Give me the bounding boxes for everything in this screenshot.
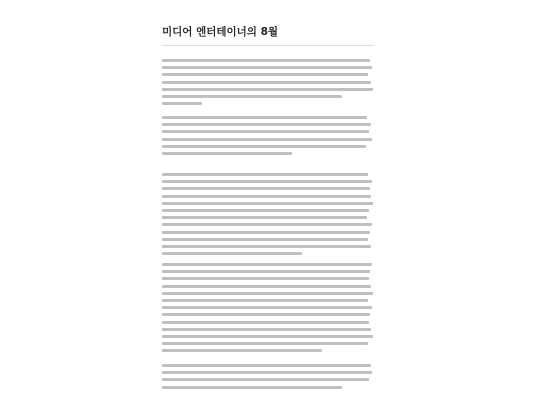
paragraph-4 [162, 263, 374, 361]
text-line [162, 335, 373, 338]
text-line [162, 349, 322, 352]
text-line [162, 216, 367, 219]
paragraph-5 [162, 364, 374, 394]
text-line [162, 66, 372, 69]
paragraph-3 [162, 173, 374, 259]
text-line [162, 187, 370, 190]
text-line [162, 386, 342, 389]
text-line [162, 328, 371, 331]
text-line [162, 292, 373, 295]
text-line [162, 138, 372, 141]
text-line [162, 116, 367, 119]
paragraph-1 [162, 59, 374, 109]
text-line [162, 238, 368, 241]
article-header-title: 미디어 엔터테이너의 8월 [162, 26, 279, 38]
text-line [162, 313, 370, 316]
text-line [162, 145, 366, 148]
text-line [162, 209, 369, 212]
text-line [162, 130, 369, 133]
text-line [162, 195, 371, 198]
text-line [162, 378, 369, 381]
text-line [162, 202, 373, 205]
text-line [162, 81, 371, 84]
text-line [162, 173, 368, 176]
text-line [162, 277, 369, 280]
text-line [162, 342, 368, 345]
text-line [162, 123, 371, 126]
text-line [162, 152, 292, 155]
text-line [162, 321, 369, 324]
text-line [162, 88, 373, 91]
text-line [162, 102, 202, 105]
text-line [162, 270, 370, 273]
text-line [162, 364, 371, 367]
text-line [162, 285, 371, 288]
text-line [162, 59, 370, 62]
text-line [162, 223, 372, 226]
text-line [162, 95, 342, 98]
text-line [162, 180, 372, 183]
text-line [162, 231, 370, 234]
paragraph-2 [162, 116, 374, 166]
text-line [162, 73, 368, 76]
text-line [162, 252, 302, 255]
text-line [162, 371, 372, 374]
text-line [162, 263, 372, 266]
text-line [162, 299, 368, 302]
text-line [162, 245, 371, 248]
text-line [162, 306, 372, 309]
